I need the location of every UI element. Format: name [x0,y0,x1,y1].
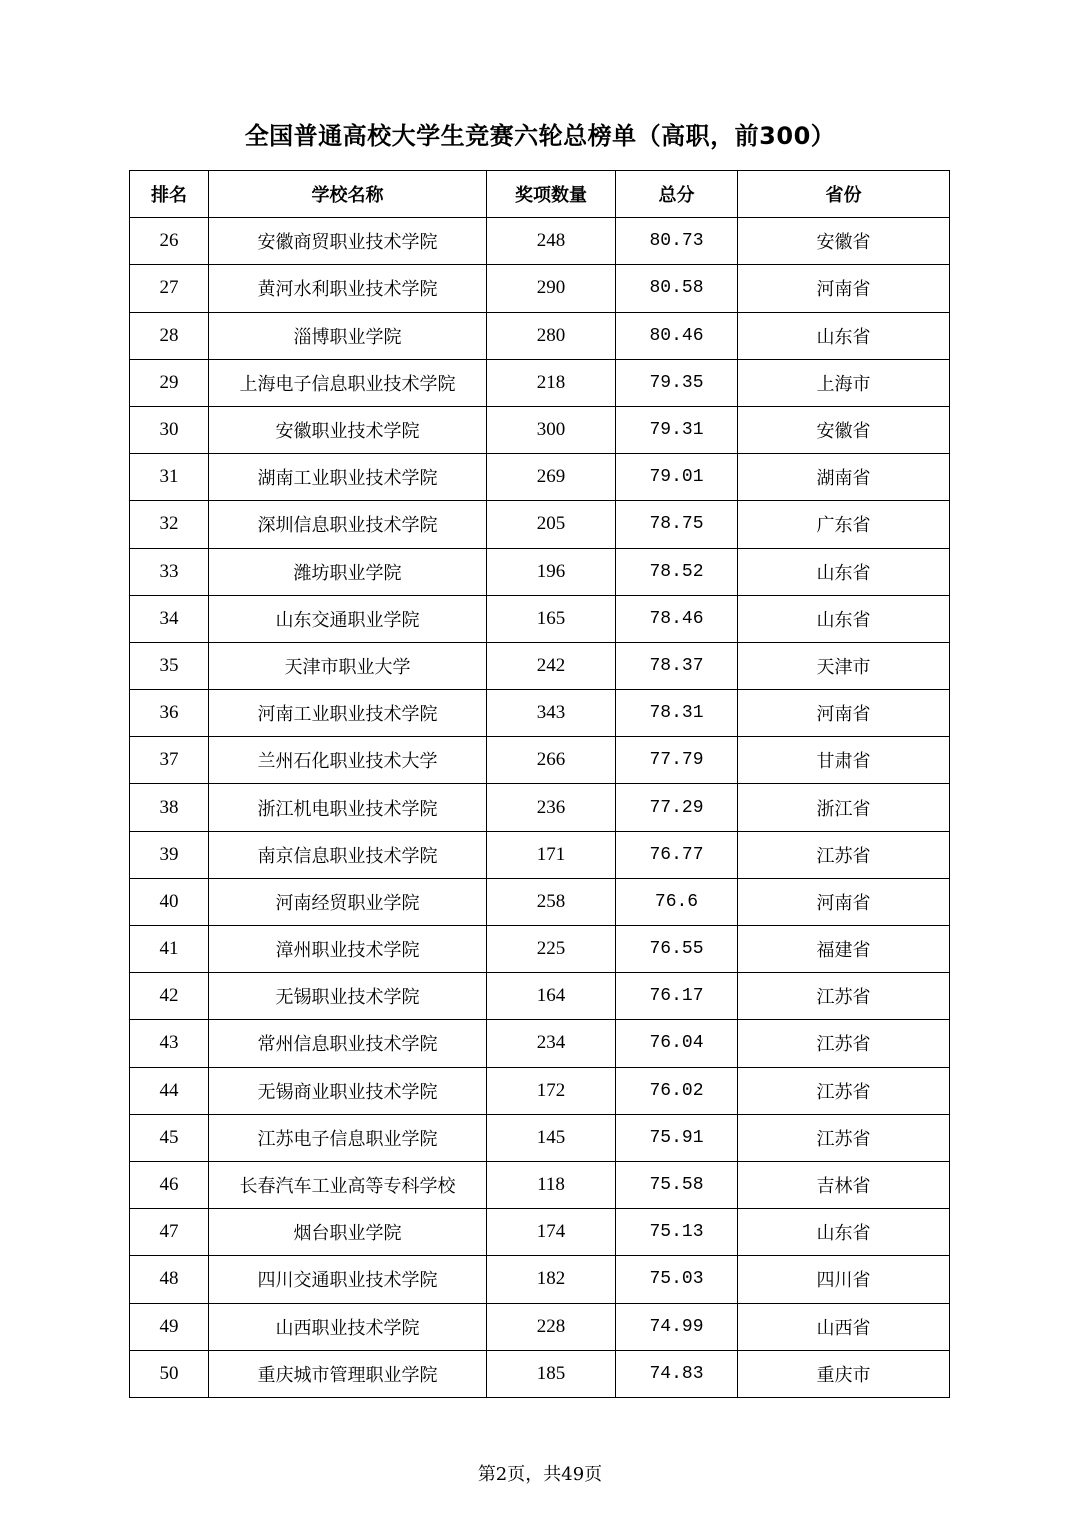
cell-rank: 40 [130,878,209,925]
cell-awards: 225 [487,926,616,973]
cell-province: 甘肃省 [738,737,950,784]
table-row [130,359,950,406]
cell-province: 安徽省 [738,218,950,265]
cell-school: 江苏电子信息职业学院 [209,1114,487,1161]
cell-awards: 343 [487,690,616,737]
cell-rank: 43 [130,1020,209,1067]
header-awards: 奖项数量 [487,171,616,218]
cell-school: 烟台职业学院 [209,1209,487,1256]
cell-awards: 290 [487,265,616,312]
cell-province: 上海市 [738,359,950,406]
page-title: 全国普通高校大学生竞赛六轮总榜单（高职，前300） [244,122,836,150]
cell-rank: 29 [130,359,209,406]
cell-rank: 38 [130,784,209,831]
cell-province: 江苏省 [738,831,950,878]
cell-school: 上海电子信息职业技术学院 [209,359,487,406]
cell-rank: 42 [130,973,209,1020]
cell-score: 78.46 [616,595,738,642]
cell-school: 天津市职业大学 [209,642,487,689]
cell-rank: 49 [130,1303,209,1350]
cell-score: 75.03 [616,1256,738,1303]
cell-rank: 44 [130,1067,209,1114]
cell-province: 天津市 [738,642,950,689]
cell-score: 76.77 [616,831,738,878]
cell-awards: 205 [487,501,616,548]
cell-province: 四川省 [738,1256,950,1303]
cell-province: 江苏省 [738,1020,950,1067]
cell-awards: 164 [487,973,616,1020]
table-body [130,218,950,1398]
cell-awards: 145 [487,1114,616,1161]
cell-school: 浙江机电职业技术学院 [209,784,487,831]
cell-rank: 36 [130,690,209,737]
table-row [130,1161,950,1208]
cell-awards: 258 [487,878,616,925]
cell-province: 广东省 [738,501,950,548]
cell-province: 山东省 [738,595,950,642]
cell-school: 山东交通职业学院 [209,595,487,642]
cell-awards: 300 [487,406,616,453]
cell-awards: 185 [487,1350,616,1397]
cell-province: 山西省 [738,1303,950,1350]
cell-score: 76.6 [616,878,738,925]
page-footer: 第2页，共49页 [477,1464,603,1485]
cell-score: 79.35 [616,359,738,406]
cell-province: 福建省 [738,926,950,973]
cell-score: 75.13 [616,1209,738,1256]
table-row [130,973,950,1020]
cell-school: 黄河水利职业技术学院 [209,265,487,312]
cell-province: 吉林省 [738,1161,950,1208]
cell-score: 79.31 [616,406,738,453]
cell-score: 79.01 [616,454,738,501]
cell-rank: 37 [130,737,209,784]
cell-awards: 236 [487,784,616,831]
header-score: 总分 [616,171,738,218]
table-row [130,312,950,359]
cell-rank: 50 [130,1350,209,1397]
table-row [130,690,950,737]
cell-school: 潍坊职业学院 [209,548,487,595]
cell-province: 江苏省 [738,1114,950,1161]
cell-province: 江苏省 [738,1067,950,1114]
cell-awards: 172 [487,1067,616,1114]
header-school: 学校名称 [209,171,487,218]
table-row [130,1067,950,1114]
cell-school: 重庆城市管理职业学院 [209,1350,487,1397]
cell-province: 江苏省 [738,973,950,1020]
cell-rank: 33 [130,548,209,595]
ranking-table [129,170,950,1398]
cell-province: 湖南省 [738,454,950,501]
cell-province: 重庆市 [738,1350,950,1397]
cell-awards: 228 [487,1303,616,1350]
cell-awards: 182 [487,1256,616,1303]
table-row [130,1350,950,1397]
cell-awards: 269 [487,454,616,501]
table-row [130,595,950,642]
cell-province: 河南省 [738,690,950,737]
table-row [130,454,950,501]
cell-score: 74.99 [616,1303,738,1350]
cell-score: 77.29 [616,784,738,831]
cell-school: 安徽职业技术学院 [209,406,487,453]
table-header-row [130,171,950,218]
cell-awards: 171 [487,831,616,878]
cell-rank: 46 [130,1161,209,1208]
cell-rank: 35 [130,642,209,689]
table-row [130,406,950,453]
table-row [130,265,950,312]
table-row [130,218,950,265]
table-row [130,1303,950,1350]
cell-school: 安徽商贸职业技术学院 [209,218,487,265]
cell-rank: 26 [130,218,209,265]
table-row [130,1209,950,1256]
table-row [130,642,950,689]
cell-province: 山东省 [738,548,950,595]
cell-school: 兰州石化职业技术大学 [209,737,487,784]
cell-rank: 31 [130,454,209,501]
table-row [130,878,950,925]
cell-school: 无锡商业职业技术学院 [209,1067,487,1114]
cell-score: 76.04 [616,1020,738,1067]
cell-province: 河南省 [738,878,950,925]
cell-score: 78.37 [616,642,738,689]
table-row [130,1020,950,1067]
cell-rank: 47 [130,1209,209,1256]
cell-province: 山东省 [738,312,950,359]
cell-score: 76.17 [616,973,738,1020]
cell-rank: 41 [130,926,209,973]
cell-awards: 165 [487,595,616,642]
cell-score: 75.91 [616,1114,738,1161]
cell-rank: 39 [130,831,209,878]
cell-school: 无锡职业技术学院 [209,973,487,1020]
cell-rank: 32 [130,501,209,548]
cell-school: 南京信息职业技术学院 [209,831,487,878]
cell-rank: 30 [130,406,209,453]
cell-score: 80.58 [616,265,738,312]
cell-score: 80.73 [616,218,738,265]
cell-province: 山东省 [738,1209,950,1256]
cell-score: 76.55 [616,926,738,973]
cell-rank: 45 [130,1114,209,1161]
cell-awards: 248 [487,218,616,265]
cell-rank: 34 [130,595,209,642]
cell-school: 深圳信息职业技术学院 [209,501,487,548]
cell-awards: 218 [487,359,616,406]
cell-rank: 27 [130,265,209,312]
cell-school: 湖南工业职业技术学院 [209,454,487,501]
cell-rank: 28 [130,312,209,359]
cell-province: 河南省 [738,265,950,312]
cell-awards: 242 [487,642,616,689]
table-row [130,784,950,831]
cell-province: 浙江省 [738,784,950,831]
cell-awards: 234 [487,1020,616,1067]
cell-school: 长春汽车工业高等专科学校 [209,1161,487,1208]
cell-school: 漳州职业技术学院 [209,926,487,973]
cell-score: 80.46 [616,312,738,359]
cell-school: 四川交通职业技术学院 [209,1256,487,1303]
cell-score: 78.31 [616,690,738,737]
table-row [130,1114,950,1161]
cell-score: 78.52 [616,548,738,595]
cell-score: 74.83 [616,1350,738,1397]
table-row [130,737,950,784]
cell-school: 河南经贸职业学院 [209,878,487,925]
cell-school: 河南工业职业技术学院 [209,690,487,737]
cell-awards: 266 [487,737,616,784]
cell-awards: 174 [487,1209,616,1256]
header-rank: 排名 [130,171,209,218]
cell-awards: 196 [487,548,616,595]
cell-school: 山西职业技术学院 [209,1303,487,1350]
table-row [130,926,950,973]
table-row [130,831,950,878]
cell-awards: 118 [487,1161,616,1208]
table-row [130,1256,950,1303]
cell-rank: 48 [130,1256,209,1303]
cell-score: 76.02 [616,1067,738,1114]
cell-score: 77.79 [616,737,738,784]
cell-school: 淄博职业学院 [209,312,487,359]
cell-score: 75.58 [616,1161,738,1208]
table-row [130,548,950,595]
header-province: 省份 [738,171,950,218]
table-row [130,501,950,548]
cell-score: 78.75 [616,501,738,548]
cell-school: 常州信息职业技术学院 [209,1020,487,1067]
cell-province: 安徽省 [738,406,950,453]
cell-awards: 280 [487,312,616,359]
